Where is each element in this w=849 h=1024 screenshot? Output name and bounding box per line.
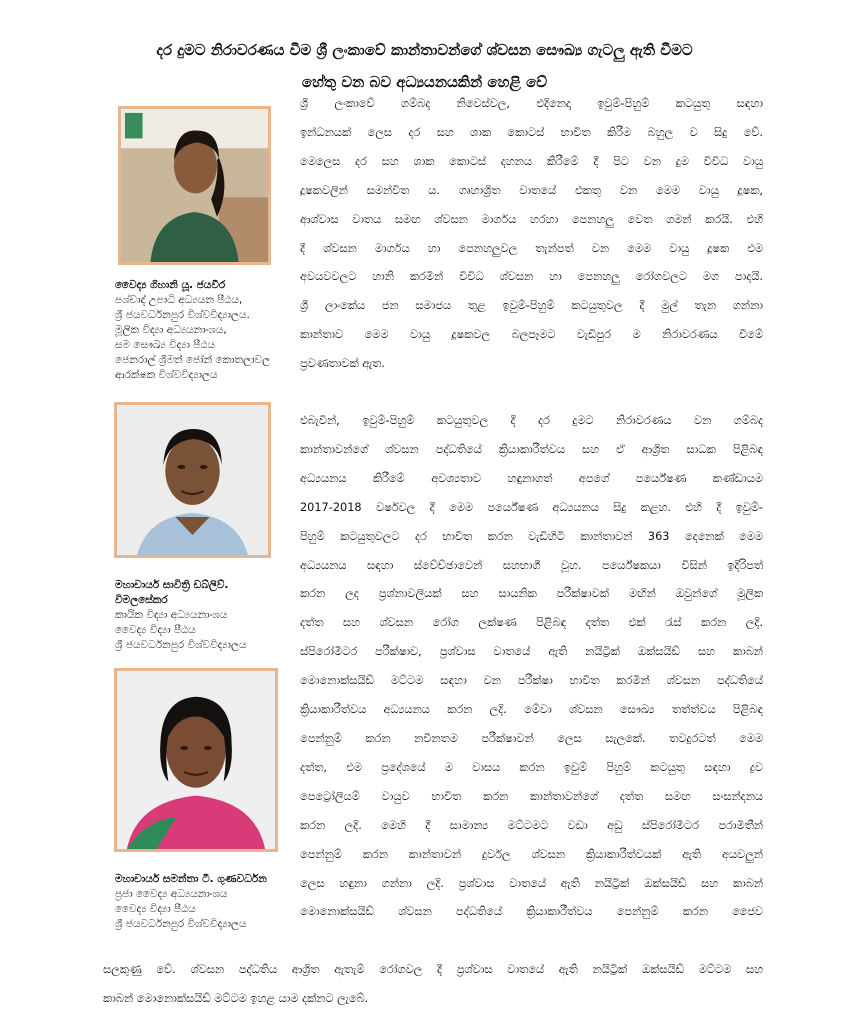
- author-photo-2: [114, 402, 271, 558]
- body-paragraph-2-continued: [103, 955, 763, 1013]
- body-line: ලෙස හඳුනා ගන්නා ලදි. ප්‍රශ්වාස වාතයේ ඇති නයිට්‍රික් ඔක්සයිඩ් සහ කාබන්: [300, 876, 763, 890]
- body-line: කාන්තාවන්ගේ ශ්වසන පද්ධතියේ ක්‍රියාකාරීත්වය සහ ඒ ආශ්‍රිත සාධක පිළිබඳ: [300, 442, 763, 456]
- body-line: ශ්‍රී ලංකාවේ ගම්බද නිවෙස්වල, එදිනෙදා ඉවුම්-පිහුම් කටයුතු සඳහා: [300, 97, 763, 110]
- title-line-1: දර දුමට නිරාවරණය වීම ශ්‍රී ලංකාවේ කාන්තාවන්ගේ ශ්වසන සෞඛ්‍ය ගැටලු ඇති වීමට: [156, 41, 693, 59]
- body-line: දූෂකවලින් සමන්විත ය. ගෘහාශ්‍රිත වාතයේ එකතු වන මෙම වායු දූෂක,: [300, 183, 763, 197]
- body-line: ඉන්ධනයක් ලෙස දර සහ ශාක කොටස් භාවිත කිරීම බහුල ව සිදු වේ.: [300, 125, 763, 139]
- body-line: මොනොක්සයිඩ් ශ්වසන පද්ධතියේ ක්‍රියාකාරීත්වය පෙන්නුම් කරන ජෛව: [300, 905, 763, 919]
- body-line: දී ශ්වසන මාර්ගය හා පෙනහලුවල තැන්පත් වන මෙම වායු දූෂක එම: [300, 241, 763, 255]
- affiliation-line: මූලික විද්‍යා අධ්‍යයනාංශය,: [115, 324, 227, 336]
- affiliation-line: සම සෞඛ්‍ය විද්‍යා පීඨය: [115, 339, 216, 351]
- body-line: ස්පිරෝමීටර පරීක්ෂාව, ප්‍රශ්වාස වාතයේ ඇති නයිට්‍රික් ඔක්සයිඩ් සහ කාබන්: [300, 645, 763, 659]
- author-name: මහාචාර්ය සමන්තා ටී. ගුණවර්ධන: [115, 873, 267, 885]
- body-line: කාබන් මොනොක්සයිඩ් මට්ටම ඉහළ යාම දක්නට ලැබේ.: [103, 992, 369, 1005]
- affiliation-line: වෛද්‍ය විද්‍යා පීඨය: [115, 624, 196, 636]
- body-line: මෙලෙස දර සහ ශාක කොටස් දහනය කිරීමේ දී පිට වන දුම විවිධ වායු: [300, 154, 763, 168]
- affiliation-line: ආරක්ෂක විශ්වවිද්‍යාලය: [115, 369, 218, 381]
- body-line: කරන ලදි. මෙහි දී සාමාන්‍ය මට්ටමට වඩා අඩු ස්පිරෝමීටර පරාමිතීන්: [300, 818, 763, 832]
- body-line: ශ්‍රී ලාංකේය ජන සමාජය තුළ ඉවුම්-පිහුම් කටයුතුවල දී මුල් තැන ගන්නා: [300, 299, 763, 313]
- title-line-2: හේතු වන බව අධ්‍යයනයකින් හෙළි වේ: [301, 73, 548, 91]
- body-line: අධ්‍යයනය කිරීමේ අවශ්‍යතාව හඳුනාගත් අපගේ පර්යේෂණ කණ්ඩායම: [300, 471, 763, 485]
- body-paragraph-1: [300, 90, 763, 379]
- body-line: පෙන්නුම් කරන කාන්තාවන් දුර්වල ශ්වසන ක්‍රියාකාරීත්වයක් ඇති අයවලුන්: [300, 847, 763, 861]
- author-name: වෛද්‍ය ගිහානි යූ. ජයවීර: [115, 279, 226, 291]
- author-caption-3: [115, 872, 295, 932]
- affiliation-line: කායික විද්‍යා අධ්‍යයනාංශය: [115, 609, 228, 621]
- body-paragraph-2: [300, 407, 763, 927]
- body-line: ප්‍රවණතාවක් ඇත.: [300, 357, 385, 371]
- body-line: පිහුම් කටයුතුවලට දර භාවිත කරන වැඩිහිටි කාන්තාවන් 363 දෙනෙක් මෙම: [300, 529, 763, 543]
- body-line: කාන්තාව මෙම වායු දූෂකවල බලපෑමට වැඩිපුර ම නිරාවරණය වීමේ: [300, 328, 763, 342]
- body-line: කරන ලද ප්‍රශ්නාවලියක් සහ සායනික පරීක්ෂාවක් මඟින් ඔවුන්ගේ මූලික: [300, 587, 763, 601]
- author-photo-1: [118, 106, 271, 265]
- body-line: පෙට්‍රෝලියම් වායුව භාවිත කරන කාන්තාවන්ගේ දත්ත සමඟ සංසන්දනය: [300, 789, 763, 803]
- body-line: දත්ත, එම ප්‍රදේශයේ ම වාසය කරන ඉවුම් පිහුම් කටයුතු සඳහා ද්‍රව: [300, 760, 763, 774]
- affiliation-line: ශ්‍රී ජයවර්ධනපුර විශ්වවිද්‍යාලය.: [115, 309, 250, 321]
- affiliation-line: පශ්චාද් උපාධි අධ්‍යයන පීඨය,: [115, 294, 243, 306]
- body-line: ක්‍රියාකාරීත්වය අධ්‍යයනය කරන ලදි. මේවා ශ්වසන සෞඛ්‍ය තත්ත්වය පිළිබඳ: [300, 703, 763, 717]
- body-line: පෙන්නුම් කරන නවීනතම පරීක්ෂාවන් ලෙස සැලකේ. තවදුරටත් මෙම: [300, 731, 763, 745]
- affiliation-line: ප්‍රජා වෛද්‍ය අධ්‍යයනාංශය: [115, 888, 228, 900]
- author-caption-2: [115, 578, 295, 653]
- affiliation-line: වෛද්‍ය විද්‍යා පීඨය: [115, 903, 196, 915]
- affiliation-line: ශ්‍රී ජයවර්ධනපුර විශ්වවිද්‍යාලය: [115, 918, 247, 930]
- body-line: අවයවවලට හානි කරමින් විවිධ ශ්වසන හා පෙනහලු රෝගවලට මග පාදයි.: [300, 270, 763, 284]
- author-name: මහාචාර්ය සාවිත්‍රි ඩබ්ලිව්.: [115, 579, 229, 591]
- affiliation-line: ජෙනරාල් ශ්‍රීමත් ජෝන් කොතලාවල: [115, 354, 271, 366]
- body-line: අධ්‍යයනය සඳහා ස්වේච්ඡාවෙන් සහභාගී වූහ. පර්යේෂකයා විසින් ඉදිරිපත්: [300, 558, 763, 572]
- body-line: මොනොක්සයිඩ් මට්ටම සඳහා වන පරීක්ෂා භාවිත කරමින් ශ්වසන පද්ධතියේ: [300, 674, 763, 688]
- body-line: ආශ්වාස වාතය සමඟ ශ්වසන මාර්ගය හරහා පෙනහලු වෙත ගමන් කරයි. එහි: [300, 212, 763, 226]
- body-line: දත්ත සහ ශ්වසන රෝග ලක්ෂණ පිළිබඳ දත්ත එක් රැස් කරන ලදි.: [300, 616, 763, 630]
- author-name-cont: විමලසේකර: [115, 594, 168, 606]
- affiliation-line: ශ්‍රී ජයවර්ධනපුර විශ්වවිද්‍යාලය: [115, 639, 247, 651]
- body-line: එබැවින්, ඉවුම්-පිහුම් කටයුතුවල දී දර දුමට නිරාවරණය වන ගම්බද: [300, 414, 763, 427]
- body-line: 2017-2018 වර්ෂවල දී මෙම පර්යේෂණ අධ්‍යයනය සිදු කළහ. එහි දී ඉවුම්-: [300, 500, 763, 514]
- body-line: සලකුණු වේ. ශ්වසන පද්ධතිය ආශ්‍රිත ඇතැම් රෝගවල දී ප්‍රශ්වාස වාතයේ ඇති නයිට්‍රික් ඔක්සයිඩ් මට්ටම සහ: [103, 963, 763, 976]
- article-title: [60, 34, 789, 98]
- author-caption-1: [115, 278, 295, 383]
- author-photo-3: [114, 668, 278, 852]
